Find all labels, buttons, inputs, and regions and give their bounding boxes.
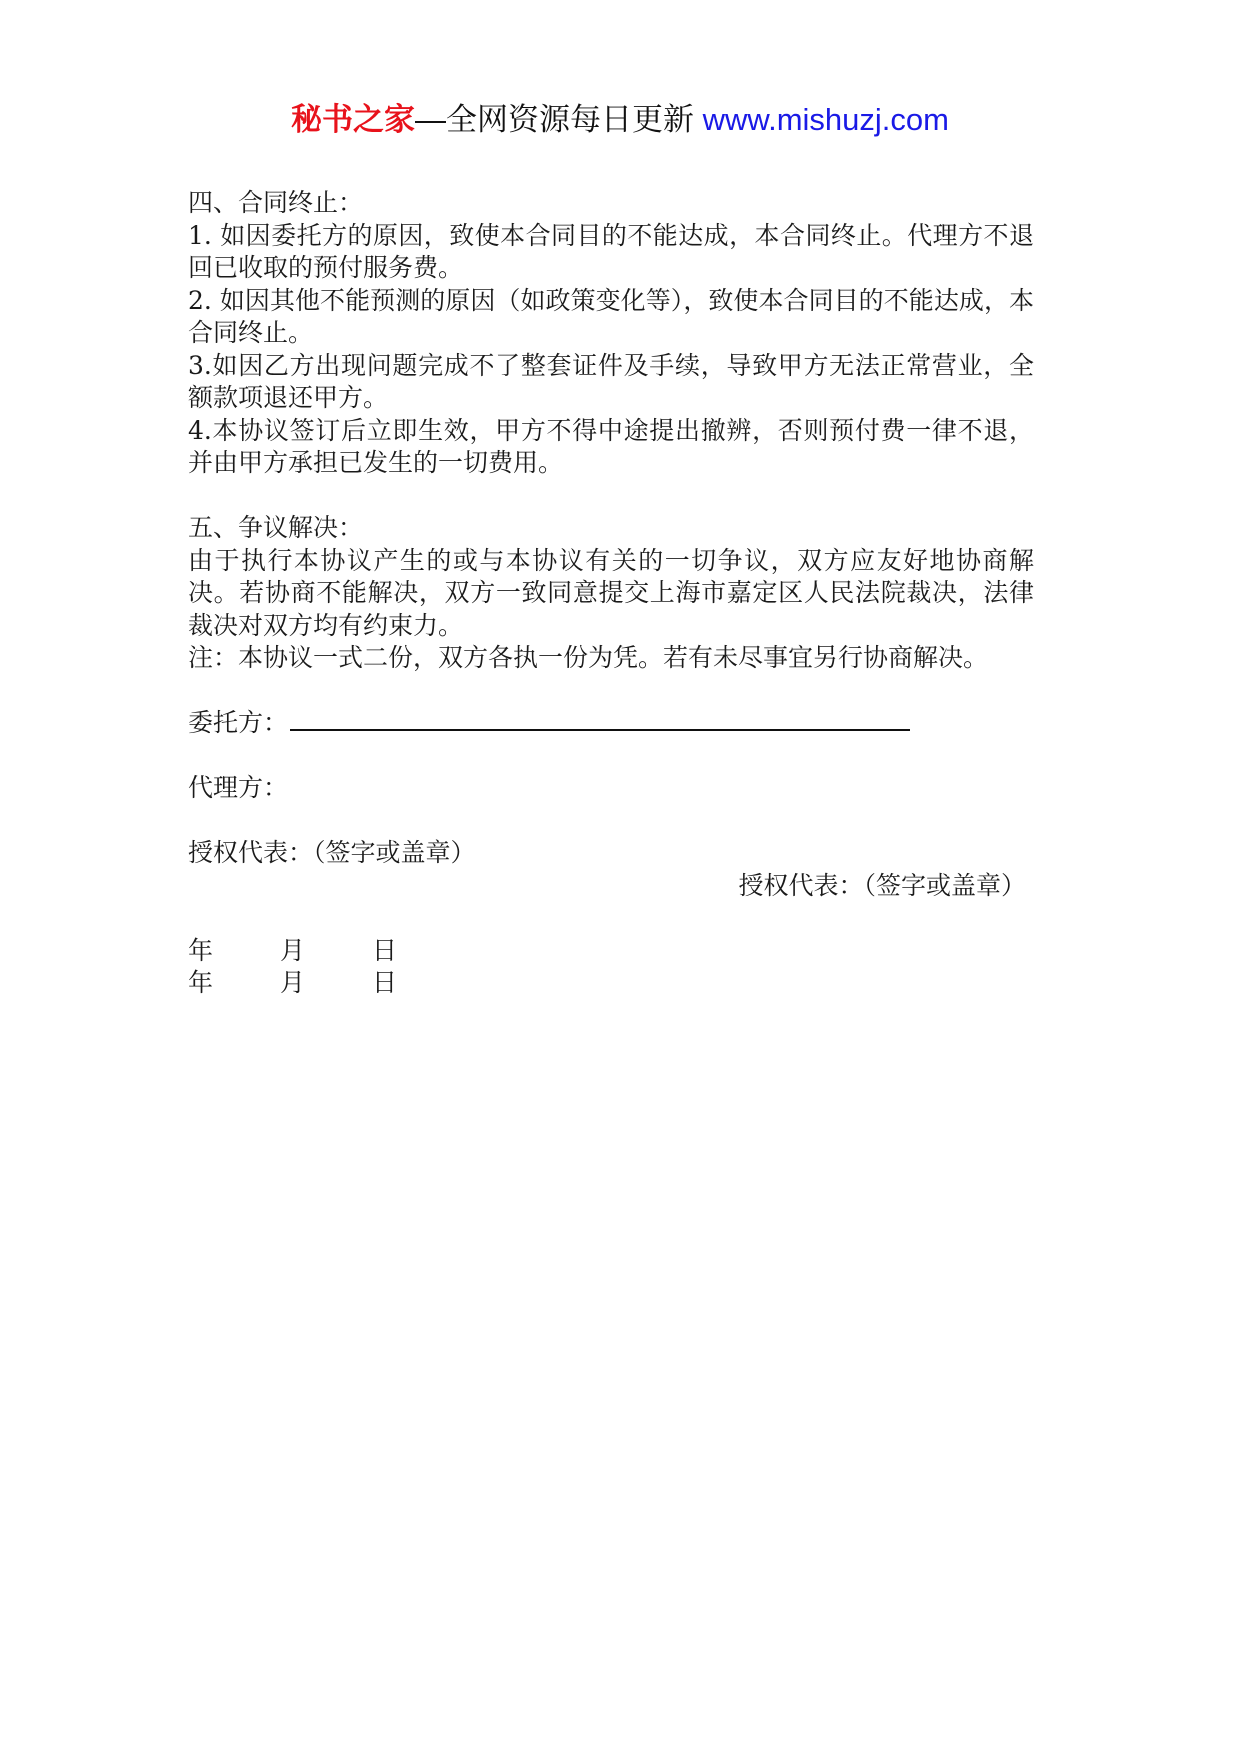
spacer	[188, 805, 1034, 838]
date-day: 日	[372, 935, 398, 965]
date-month: 月	[280, 968, 306, 997]
client-signature-line	[290, 709, 910, 731]
site-header	[0, 100, 1240, 140]
dispute-clause: 由于执行本协议产生的或与本协议有关的一切争议，双方应友好地协商解决。若协商不能解决，双方一致同意提交上海市嘉定区人民法院裁决，法律裁决对双方均有约束力。	[188, 545, 1034, 640]
site-tagline: —全网资源每日更新	[415, 102, 695, 137]
termination-clause-2: 2. 如因其他不能预测的原因（如政策变化等），致使本合同目的不能达成，本合同终止。	[188, 285, 1034, 347]
spacer	[188, 675, 1034, 708]
client-label: 委托方：	[188, 708, 289, 737]
date-year: 年	[188, 935, 214, 965]
section-heading-termination: 四、合同终止：	[188, 188, 364, 217]
date-year: 年	[188, 968, 214, 997]
termination-clause-3: 3.如因乙方出现问题完成不了整套证件及手续，导致甲方无法正常营业，全额款项退还甲方。	[188, 350, 1034, 412]
agent-label: 代理方：	[188, 773, 289, 802]
site-link[interactable]: www.mishuzj.com	[702, 102, 949, 137]
termination-clause-4: 4.本协议签订后立即生效，甲方不得中途提出撤辨，否则预付费一律不退，并由甲方承担已发生的一切费用。	[188, 415, 1034, 477]
spacer	[188, 480, 1034, 513]
spacer	[188, 740, 1034, 773]
client-date-row	[188, 935, 1034, 968]
termination-clause-1: 1. 如因委托方的原因，致使本合同目的不能达成，本合同终止。代理方不退回已收取的预付服务费。	[188, 220, 1034, 282]
spacer	[188, 902, 1034, 935]
section-heading-dispute: 五、争议解决：	[188, 513, 364, 542]
agent-rep-signature: 授权代表：（签字或盖章）	[738, 870, 1026, 900]
client-signature-row	[188, 707, 1034, 740]
client-rep-signature: 授权代表：（签字或盖章）	[188, 838, 476, 867]
site-brand: 秘书之家	[291, 102, 416, 137]
agreement-note: 注：本协议一式二份，双方各执一份为凭。若有未尽事宜另行协商解决。	[188, 643, 989, 672]
date-month: 月	[280, 935, 306, 965]
agent-date-row	[188, 967, 1034, 1000]
date-day: 日	[372, 968, 398, 997]
document-body	[188, 187, 1034, 1000]
